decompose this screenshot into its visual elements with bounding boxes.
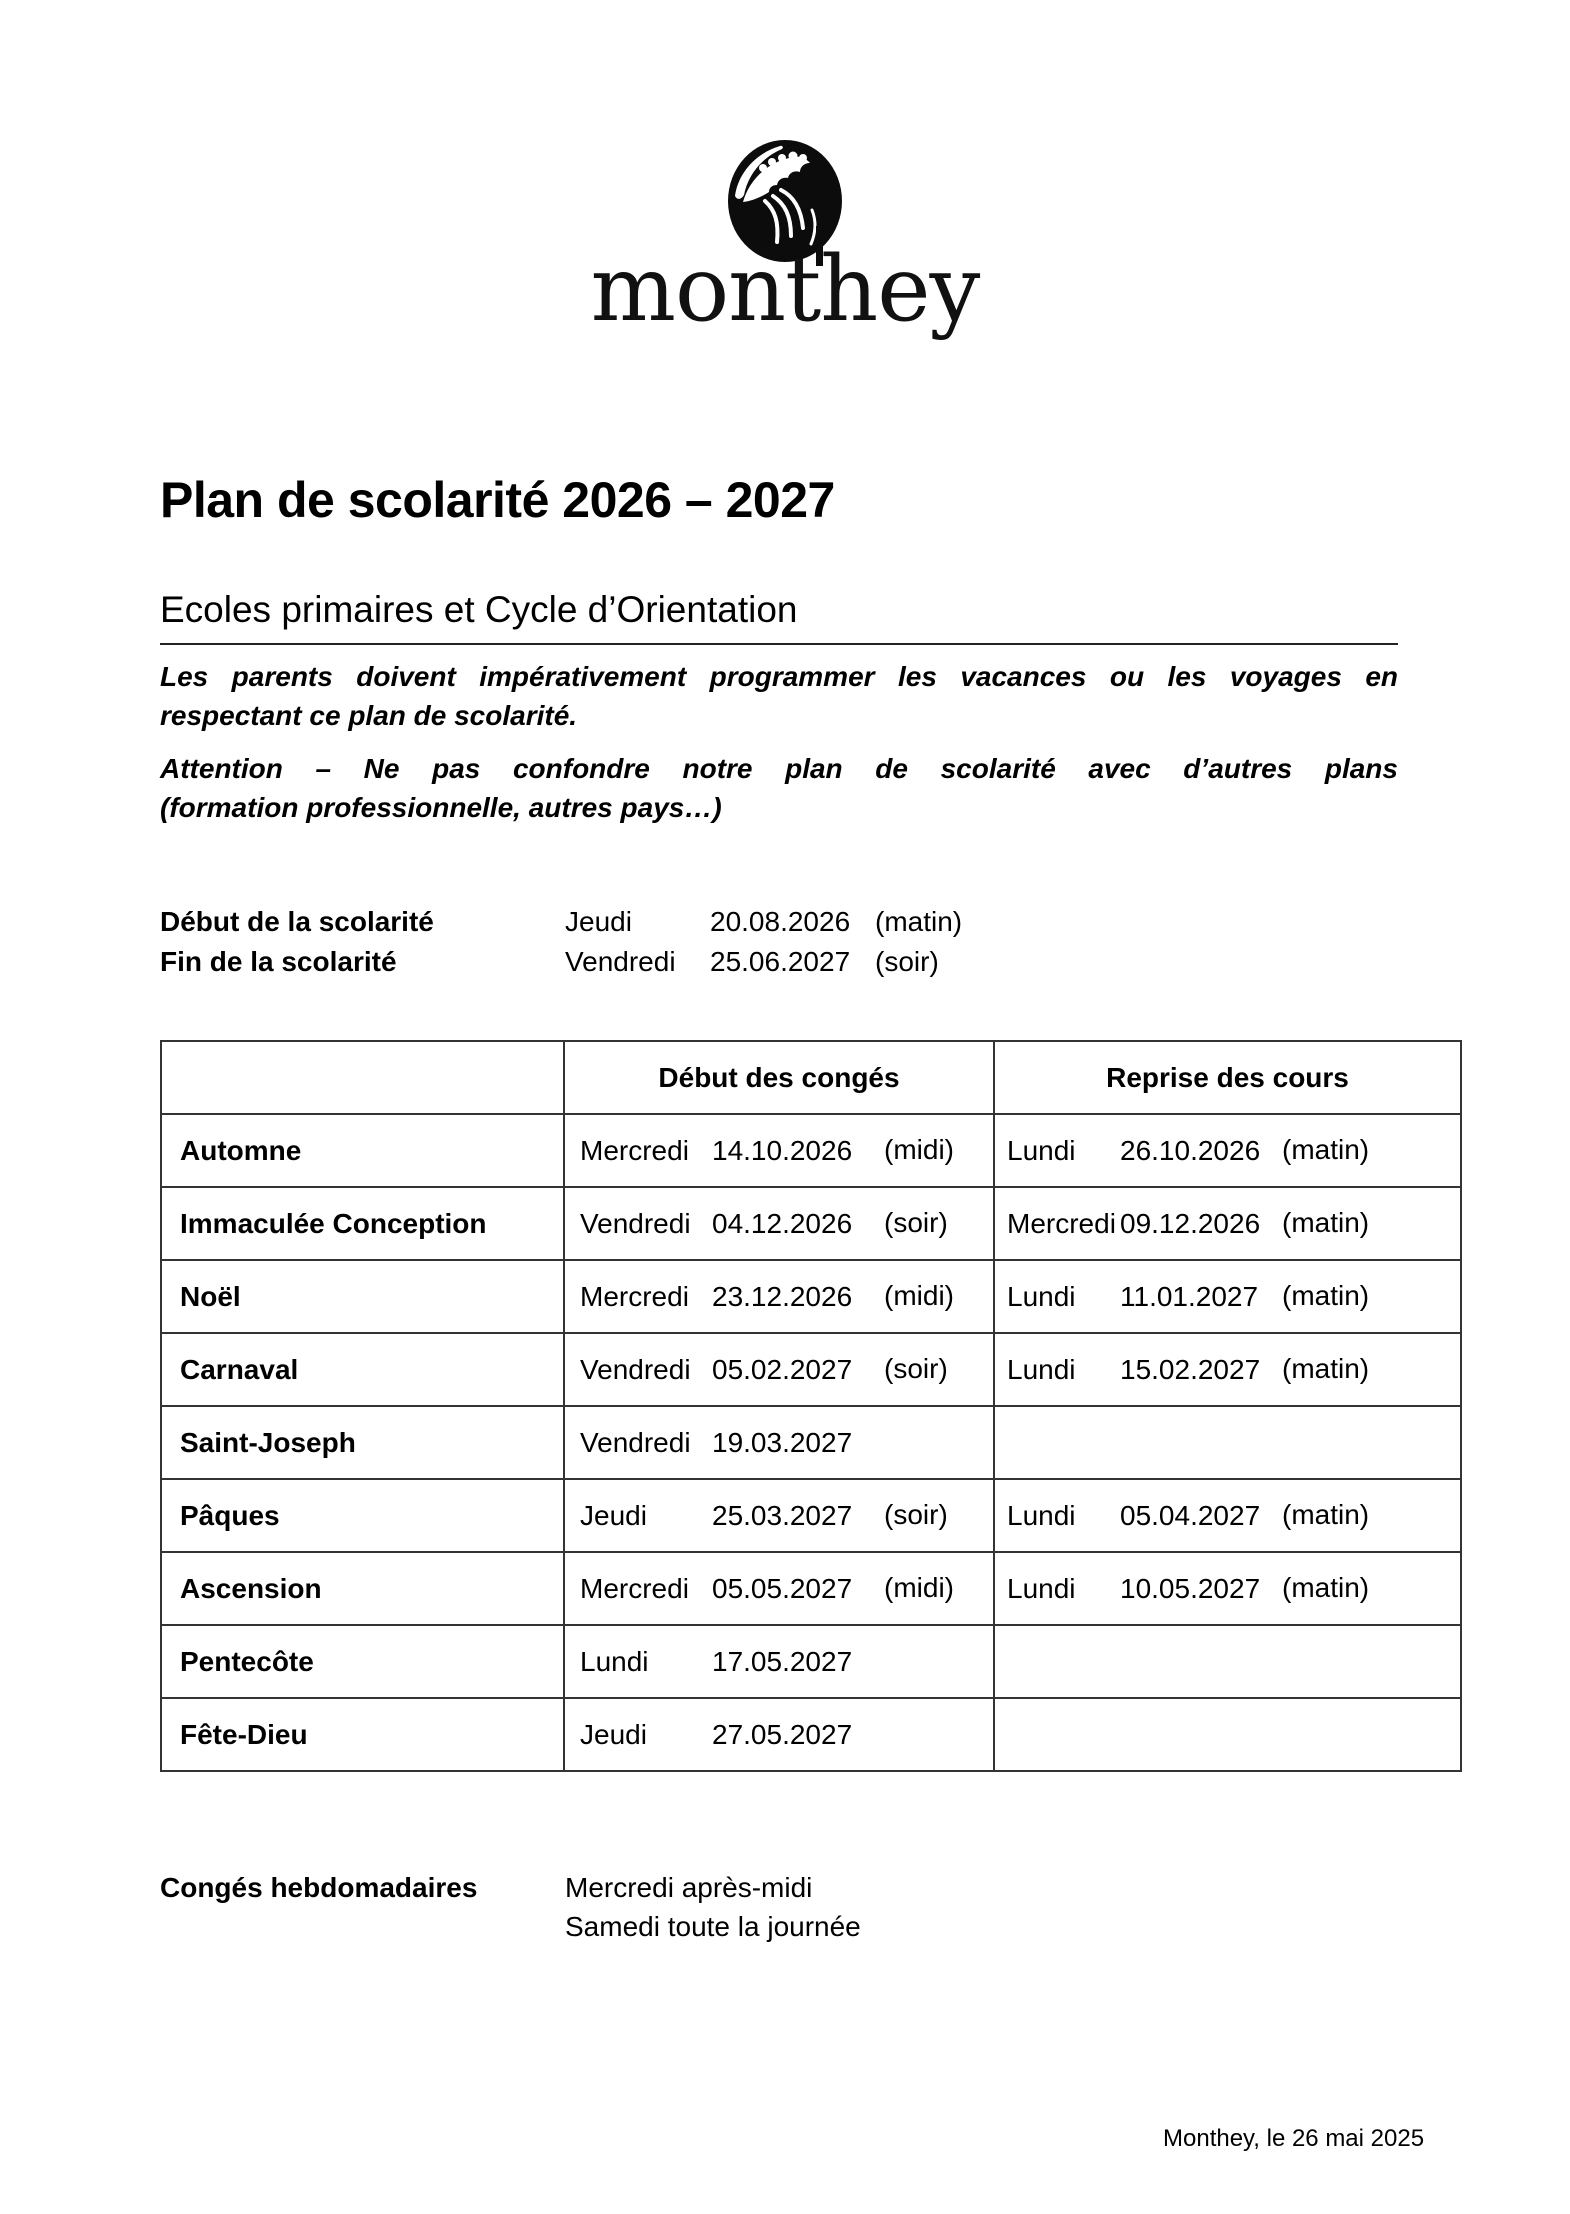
notice-line: respectant ce plan de scolarité.	[160, 700, 578, 731]
start-day: Vendredi	[580, 1208, 691, 1240]
resume-date: 05.04.2027	[1120, 1500, 1261, 1532]
holiday-name: Pâques	[161, 1479, 564, 1552]
period-note: (soir)	[875, 946, 939, 977]
start-note: (soir)	[884, 1498, 948, 1530]
holiday-start-cell	[564, 1406, 994, 1479]
resume-date: 10.05.2027	[1120, 1573, 1261, 1605]
holiday-resume-cell	[994, 1552, 1461, 1625]
resume-note: (matin)	[1282, 1133, 1370, 1165]
holiday-resume-cell	[994, 1187, 1461, 1260]
period-label: Début de la scolarité	[160, 906, 434, 937]
start-date: 05.02.2027	[712, 1354, 853, 1386]
notice-line: Attention – Ne pas confondre notre plan de scolarité avec d’autres plans	[160, 753, 1398, 784]
period-row-end	[160, 942, 962, 982]
holiday-start-cell	[564, 1698, 994, 1771]
start-note: (midi)	[884, 1571, 954, 1603]
table-corner-cell	[161, 1041, 564, 1114]
period-row-start	[160, 902, 962, 942]
school-period	[160, 902, 962, 982]
resume-day: Lundi	[1007, 1573, 1076, 1605]
holiday-start-cell	[564, 1260, 994, 1333]
holiday-start-cell	[564, 1333, 994, 1406]
resume-day: Lundi	[1007, 1500, 1076, 1532]
page-subtitle: Ecoles primaires et Cycle d’Orientation	[160, 587, 1398, 645]
holiday-resume-cell	[994, 1406, 1461, 1479]
resume-date: 15.02.2027	[1120, 1354, 1261, 1386]
resume-day: Lundi	[1007, 1135, 1076, 1167]
table-row	[161, 1187, 1461, 1260]
holidays-table	[160, 1040, 1462, 1772]
holiday-name: Fête-Dieu	[161, 1698, 564, 1771]
start-date: 04.12.2026	[712, 1208, 853, 1240]
notice-line: (formation professionnelle, autres pays…)	[160, 792, 722, 823]
resume-date: 26.10.2026	[1120, 1135, 1261, 1167]
start-date: 17.05.2027	[712, 1646, 853, 1678]
table-row	[161, 1406, 1461, 1479]
resume-note: (matin)	[1282, 1279, 1370, 1311]
holiday-start-cell	[564, 1625, 994, 1698]
holiday-name: Immaculée Conception	[161, 1187, 564, 1260]
holiday-resume-cell	[994, 1260, 1461, 1333]
holiday-name: Pentecôte	[161, 1625, 564, 1698]
start-day: Mercredi	[580, 1573, 689, 1605]
table-row	[161, 1552, 1461, 1625]
holiday-name: Saint-Joseph	[161, 1406, 564, 1479]
table-row	[161, 1625, 1461, 1698]
holiday-name: Ascension	[161, 1552, 564, 1625]
table-row	[161, 1479, 1461, 1552]
holiday-start-cell	[564, 1114, 994, 1187]
weekly-label: Congés hebdomadaires	[160, 1872, 478, 1903]
holiday-resume-cell	[994, 1625, 1461, 1698]
start-day: Mercredi	[580, 1281, 689, 1313]
resume-date: 09.12.2026	[1120, 1208, 1261, 1240]
start-day: Jeudi	[580, 1500, 647, 1532]
period-note: (matin)	[875, 906, 963, 937]
table-row	[161, 1260, 1461, 1333]
start-day: Jeudi	[580, 1719, 647, 1751]
start-note: (midi)	[884, 1279, 954, 1311]
holiday-name: Noël	[161, 1260, 564, 1333]
resume-note: (matin)	[1282, 1352, 1370, 1384]
weekly-values	[565, 1868, 861, 1946]
holiday-start-cell	[564, 1187, 994, 1260]
start-day: Lundi	[580, 1646, 649, 1678]
notice-attention	[160, 749, 1398, 827]
table-header-row	[161, 1041, 1461, 1114]
column-header-resume: Reprise des cours	[994, 1041, 1461, 1114]
weekly-line: Mercredi après-midi	[565, 1872, 813, 1903]
period-date: 25.06.2027	[710, 946, 851, 977]
holiday-resume-cell	[994, 1479, 1461, 1552]
resume-day: Lundi	[1007, 1354, 1076, 1386]
holiday-resume-cell	[994, 1333, 1461, 1406]
period-day: Jeudi	[565, 906, 632, 937]
holiday-name: Automne	[161, 1114, 564, 1187]
resume-date: 11.01.2027	[1120, 1281, 1259, 1313]
table-row	[161, 1333, 1461, 1406]
start-note: (soir)	[884, 1206, 948, 1238]
holiday-start-cell	[564, 1552, 994, 1625]
holiday-resume-cell	[994, 1114, 1461, 1187]
notice-line: Les parents doivent impérativement programmer les vacances ou les voyages en	[160, 661, 1398, 692]
weekly-line: Samedi toute la journée	[565, 1911, 861, 1942]
start-date: 05.05.2027	[712, 1573, 853, 1605]
start-day: Mercredi	[580, 1135, 689, 1167]
weekly-days-off	[160, 1868, 861, 1946]
period-label: Fin de la scolarité	[160, 946, 397, 977]
resume-note: (matin)	[1282, 1206, 1370, 1238]
start-day: Vendredi	[580, 1427, 691, 1459]
table-row	[161, 1114, 1461, 1187]
resume-day: Lundi	[1007, 1281, 1076, 1313]
start-date: 23.12.2026	[712, 1281, 853, 1313]
holiday-start-cell	[564, 1479, 994, 1552]
start-note: (midi)	[884, 1133, 954, 1165]
start-date: 27.05.2027	[712, 1719, 853, 1751]
resume-note: (matin)	[1282, 1498, 1370, 1530]
logo-wordmark: monthey	[590, 237, 980, 342]
table-row	[161, 1698, 1461, 1771]
notice-parents	[160, 657, 1398, 735]
footer-date-line: Monthey, le 26 mai 2025	[1163, 2125, 1425, 2152]
page-title: Plan de scolarité 2026 – 2027	[160, 471, 835, 528]
period-date: 20.08.2026	[710, 906, 851, 937]
start-date: 14.10.2026	[712, 1135, 853, 1167]
column-header-start: Début des congés	[564, 1041, 994, 1114]
start-date: 19.03.2027	[712, 1427, 853, 1459]
start-day: Vendredi	[580, 1354, 691, 1386]
notice-paragraphs	[160, 657, 1398, 841]
resume-day: Mercredi	[1007, 1208, 1116, 1240]
holiday-name: Carnaval	[161, 1333, 564, 1406]
resume-note: (matin)	[1282, 1571, 1370, 1603]
period-day: Vendredi	[565, 946, 676, 977]
start-date: 25.03.2027	[712, 1500, 853, 1532]
start-note: (soir)	[884, 1352, 948, 1384]
holiday-resume-cell	[994, 1698, 1461, 1771]
